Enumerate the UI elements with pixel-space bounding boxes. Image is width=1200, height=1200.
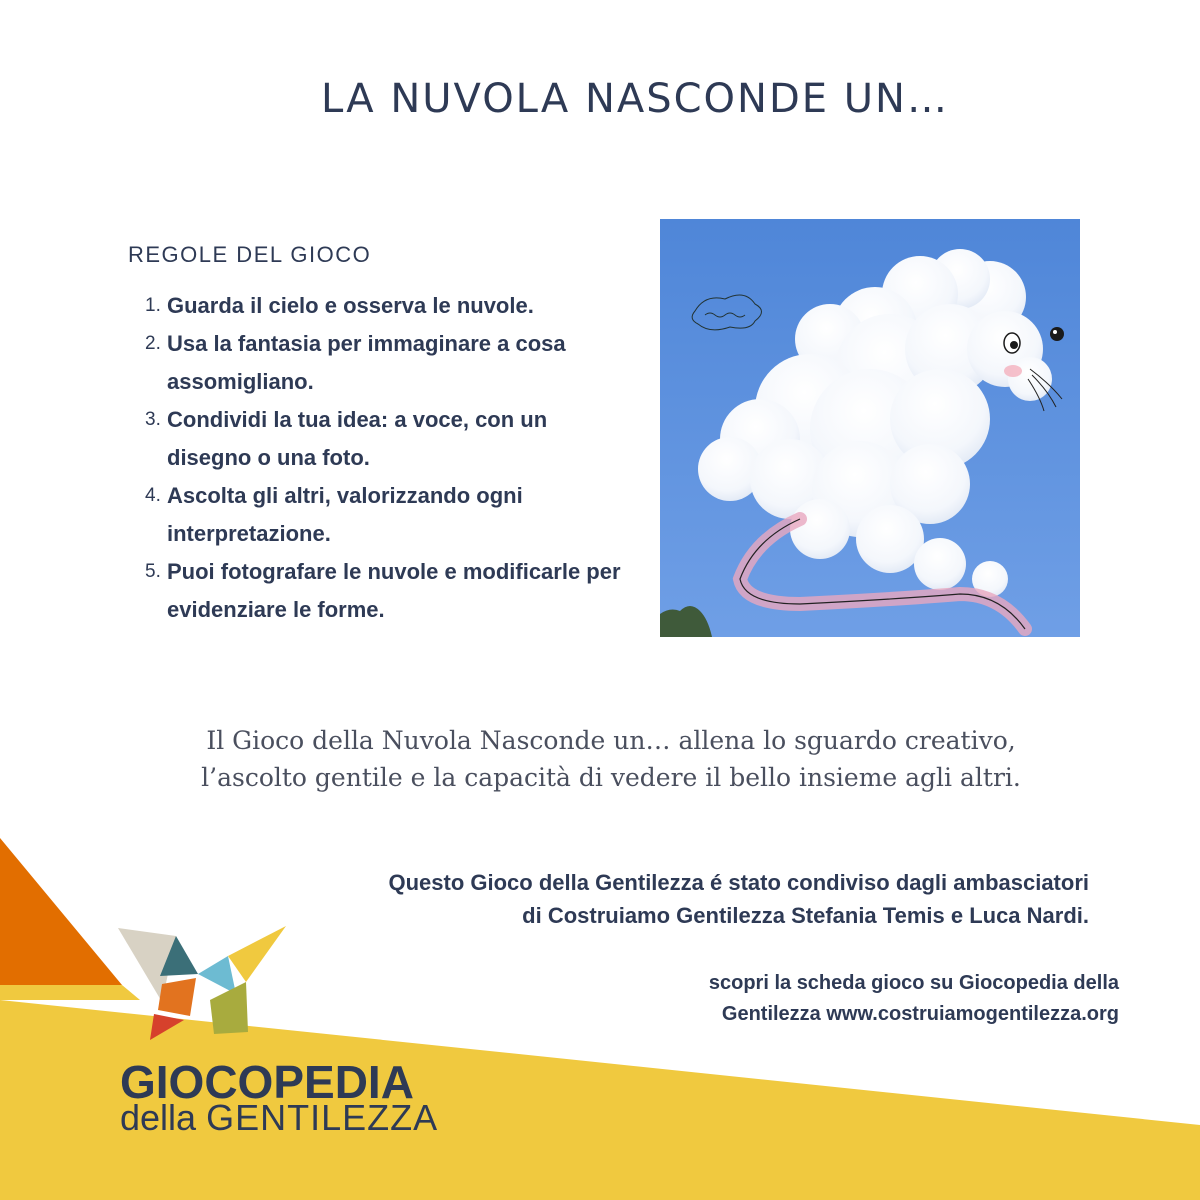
rule-number: 4.	[145, 485, 161, 506]
page-title: LA NUVOLA NASCONDE UN…	[321, 76, 949, 122]
discover-link-text[interactable]	[419, 968, 1119, 1030]
rule-text: Guarda il cielo e osserva le nuvole.	[167, 293, 534, 318]
rule-number: 3.	[145, 409, 161, 430]
logo-title: GIOCOPEDIA	[120, 1056, 414, 1108]
discover-line-1: scopri la scheda gioco su Giocopedia della	[708, 972, 1119, 994]
summary-text	[0, 722, 1200, 796]
summary-line-2: l’ascolto gentile e la capacità di vedere il bello insieme agli altri.	[201, 763, 1021, 792]
rule-item	[128, 477, 628, 553]
rules-heading: REGOLE DEL GIOCO	[128, 242, 372, 267]
credit-line-1: Questo Gioco della Gentilezza é stato condiviso dagli ambasciatori	[388, 870, 1089, 895]
cloud-mouse-illustration	[660, 219, 1080, 637]
rule-number: 1.	[145, 295, 161, 316]
giocopedia-logo-icon	[118, 924, 288, 1044]
logo-subtitle	[120, 1098, 438, 1138]
rule-item	[128, 401, 628, 477]
rule-item	[128, 325, 628, 401]
summary-line-1: Il Gioco della Nuvola Nasconde un… allena lo sguardo creativo,	[206, 726, 1016, 755]
rule-text: Condividi la tua idea: a voce, con un disegno o una foto.	[167, 407, 548, 470]
rule-item	[128, 553, 628, 629]
orange-triangle	[0, 838, 122, 1000]
credit-line-2: di Costruiamo Gentilezza Stefania Temis e Luca Nardi.	[522, 903, 1089, 928]
rule-text: Usa la fantasia per immaginare a cosa assomigliano.	[167, 331, 566, 394]
rule-text: Puoi fotografare le nuvole e modificarle per evidenziare le forme.	[167, 559, 621, 622]
cloud-mouse-photo	[660, 219, 1080, 637]
rule-text: Ascolta gli altri, valorizzando ogni interpretazione.	[167, 483, 523, 546]
discover-line-2[interactable]: Gentilezza www.costruiamogentilezza.org	[721, 1003, 1119, 1025]
nose-icon	[1050, 327, 1064, 341]
logo-subtitle-caps: GENTILEZZA	[206, 1097, 439, 1138]
rule-item	[128, 287, 628, 325]
rule-number: 5.	[145, 561, 161, 582]
rule-number: 2.	[145, 333, 161, 354]
logo-subtitle-small: della	[120, 1097, 197, 1138]
credit-text	[189, 866, 1089, 932]
rules-list	[128, 287, 628, 629]
